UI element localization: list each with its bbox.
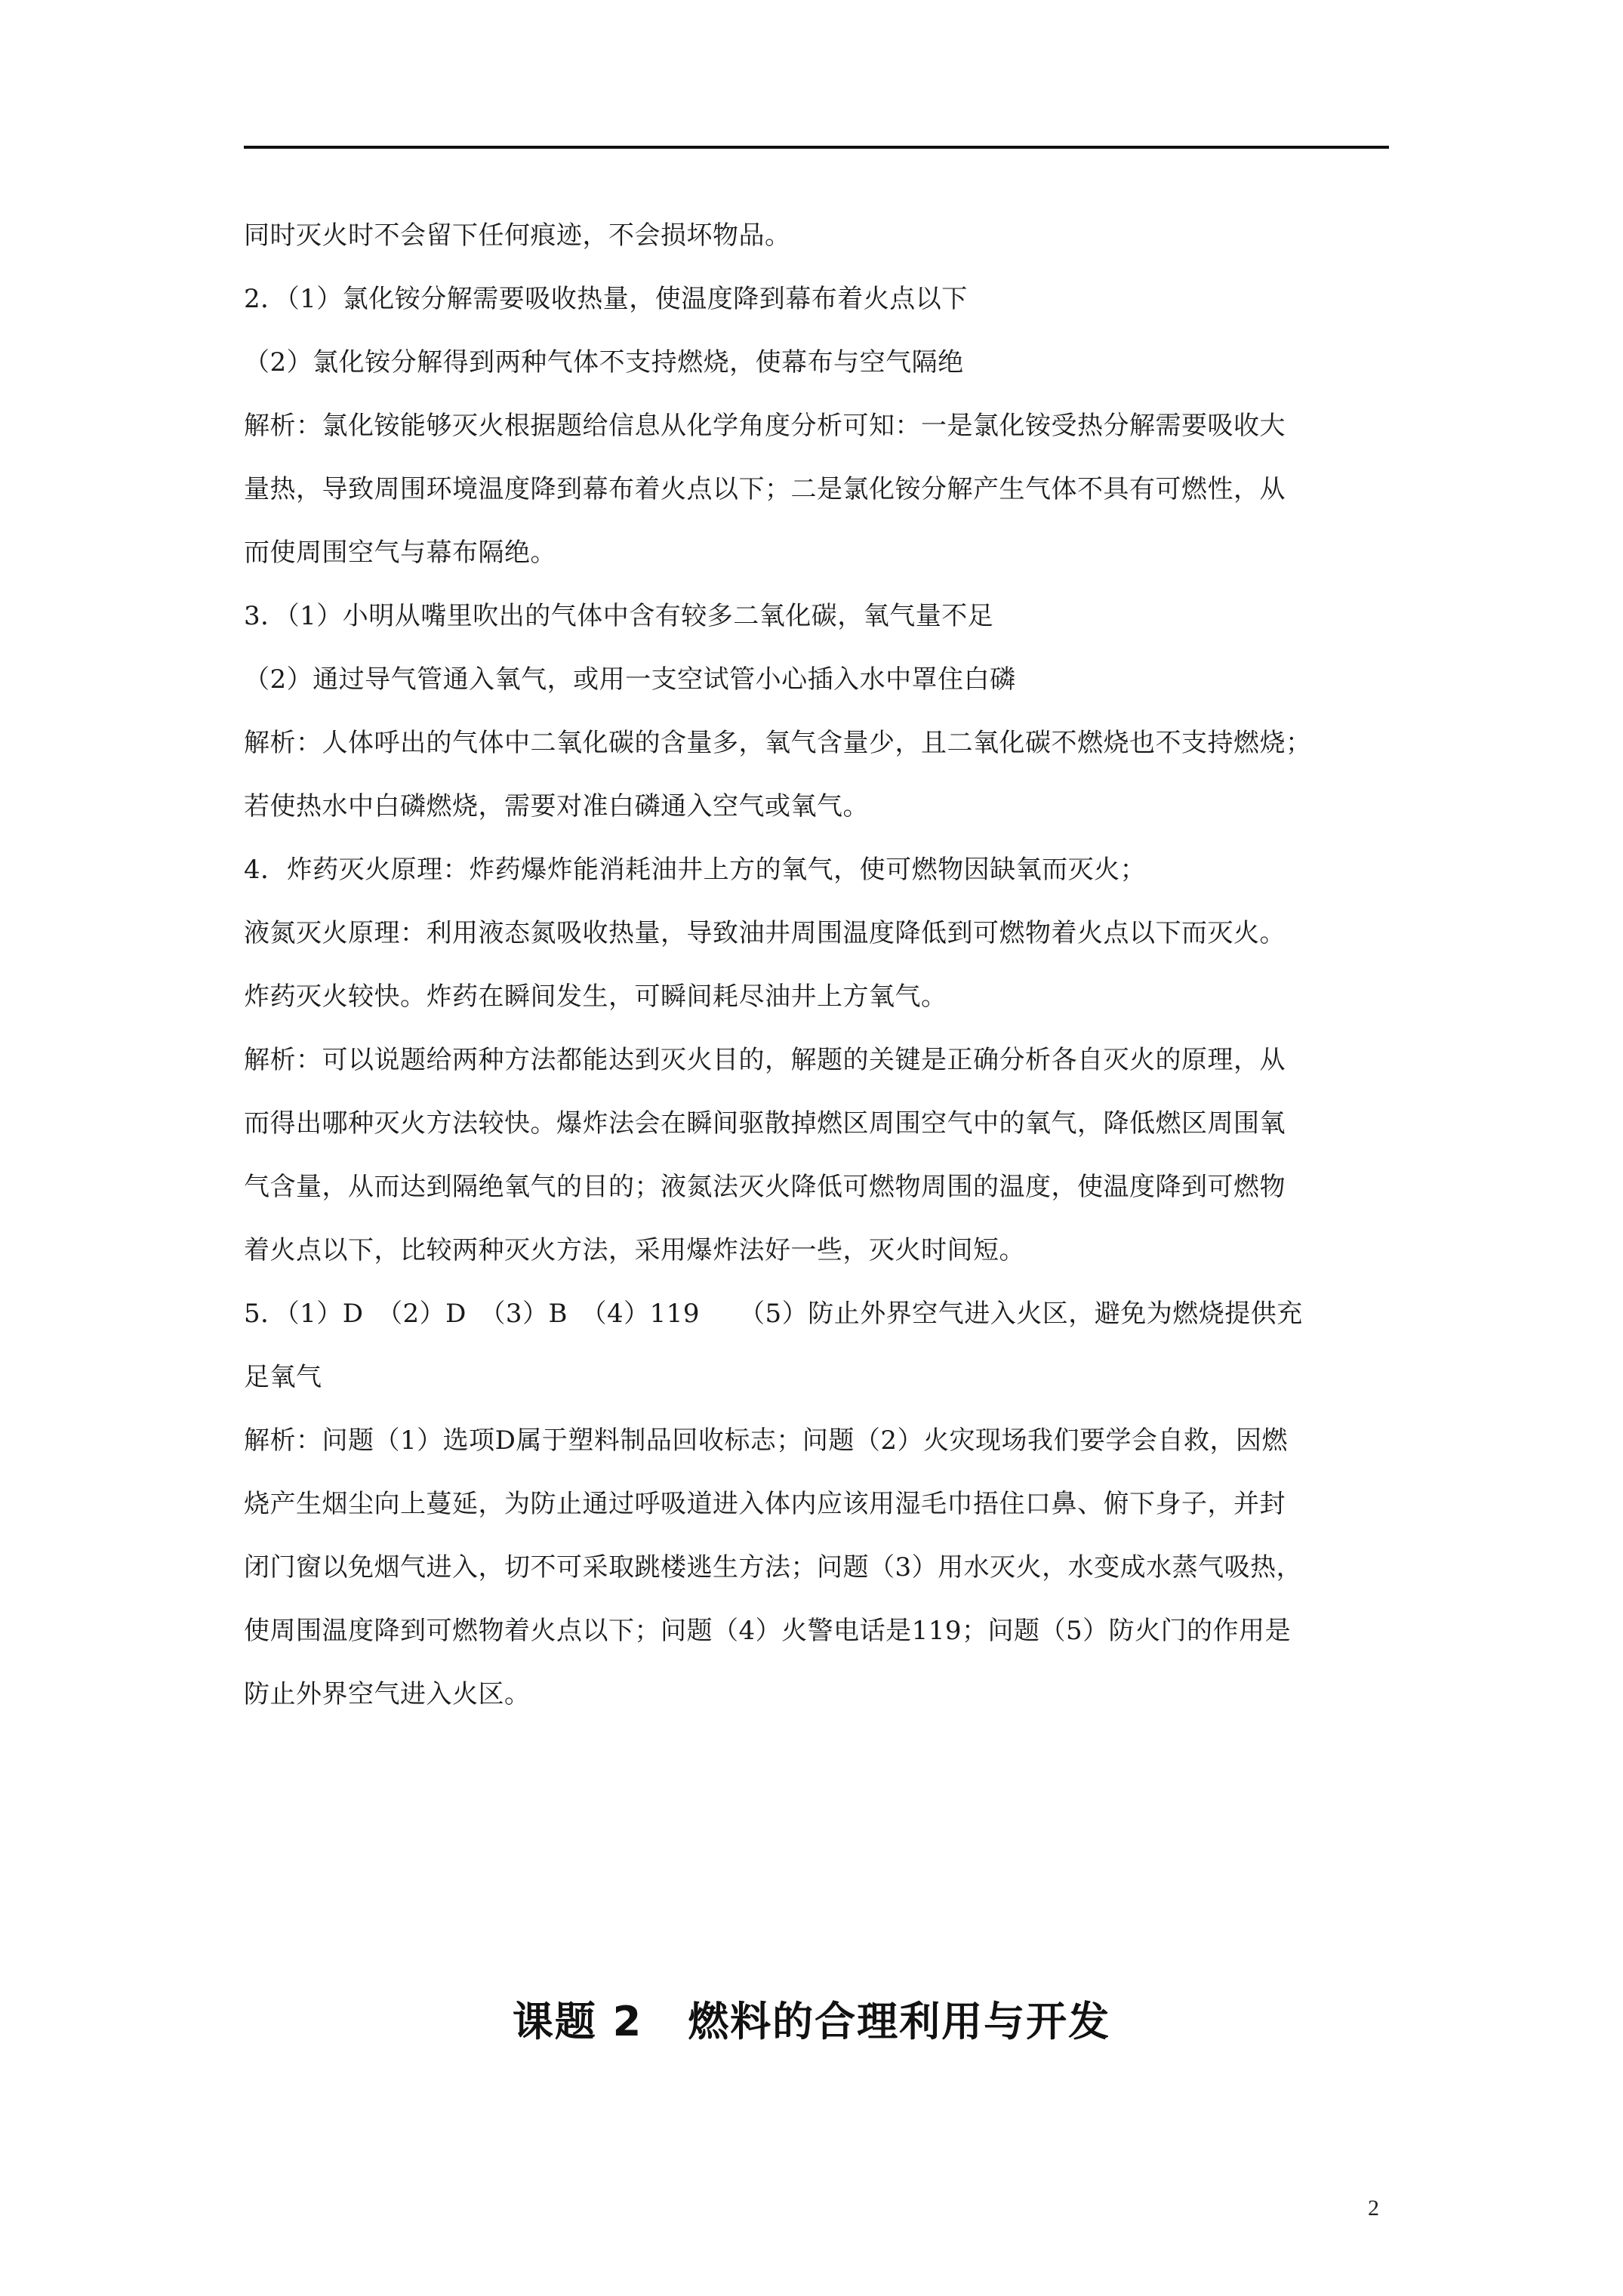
section-title-label: 课题 2	[512, 1998, 643, 2045]
text-line: 同时灭火时不会留下任何痕迹，不会损坏物品。	[244, 220, 791, 251]
text-line: 量热，导致周围环境温度降到幕布着火点以下；二是氯化铵分解产生气体不具有可燃性，从	[244, 474, 1286, 504]
text-line: 3．（1）小明从嘴里吹出的气体中含有较多二氧化碳，氧气量不足	[244, 601, 994, 631]
text-line: 2．（1）氯化铵分解需要吸收热量，使温度降到幕布着火点以下	[244, 284, 968, 314]
section-title-text: 燃料的合理利用与开发	[688, 1998, 1111, 2045]
text-line: （2）通过导气管通入氧气，或用一支空试管小心插入水中罩住白磷	[244, 664, 1016, 695]
text-line: 液氮灭火原理：利用液态氮吸收热量，导致油井周围温度降低到可燃物着火点以下而灭火。	[244, 918, 1286, 948]
text-line: 着火点以下，比较两种灭火方法，采用爆炸法好一些，灭火时间短。	[244, 1235, 1025, 1265]
page-number: 2	[1368, 2196, 1379, 2220]
text-line: 4．炸药灭火原理：炸药爆炸能消耗油井上方的氧气，使可燃物因缺氧而灭火；	[244, 855, 1147, 885]
text-line: 解析：问题（1）选项D属于塑料制品回收标志；问题（2）火灾现场我们要学会自救，因燃	[244, 1425, 1289, 1456]
text-line: 解析：人体呼出的气体中二氧化碳的含量多，氧气含量少，且二氧化碳不燃烧也不支持燃烧；	[244, 728, 1312, 758]
text-line: 解析：氯化铵能够灭火根据题给信息从化学角度分析可知：一是氯化铵受热分解需要吸收大	[244, 411, 1286, 441]
answer-body	[244, 204, 1391, 1726]
text-line: 使周围温度降到可燃物着火点以下；问题（4）火警电话是119；问题（5）防火门的作用是	[244, 1616, 1292, 1646]
text-line: 而使周围空气与幕布隔绝。	[244, 538, 556, 568]
text-line: 烧产生烟尘向上蔓延，为防止通过呼吸道进入体内应该用湿毛巾捂住口鼻、俯下身子，并封	[244, 1489, 1286, 1519]
header-rule	[244, 146, 1389, 149]
text-line: 气含量，从而达到隔绝氧气的目的；液氮法灭火降低可燃物周围的温度，使温度降到可燃物	[244, 1172, 1286, 1202]
text-line: 防止外界空气进入火区。	[244, 1679, 531, 1709]
text-line: 闭门窗以免烟气进入，切不可采取跳楼逃生方法；问题（3）用水灭火，水变成水蒸气吸热，	[244, 1552, 1303, 1583]
text-line: 解析：可以说题给两种方法都能达到灭火目的，解题的关键是正确分析各自灭火的原理，从	[244, 1045, 1286, 1075]
text-line: 足氧气	[244, 1362, 322, 1392]
text-line: 炸药灭火较快。炸药在瞬间发生，可瞬间耗尽油井上方氧气。	[244, 982, 947, 1012]
text-line: 若使热水中白磷燃烧，需要对准白磷通入空气或氧气。	[244, 791, 869, 821]
text-line: 而得出哪种灭火方法较快。爆炸法会在瞬间驱散掉燃区周围空气中的氧气，降低燃区周围氧	[244, 1108, 1286, 1139]
text-line: （2）氯化铵分解得到两种气体不支持燃烧，使幕布与空气隔绝	[244, 347, 964, 378]
section-title	[0, 1989, 1623, 2048]
text-line: 5．（1）D （2）D （3）B （4）119 （5）防止外界空气进入火区，避免为燃烧提供充	[244, 1299, 1303, 1329]
